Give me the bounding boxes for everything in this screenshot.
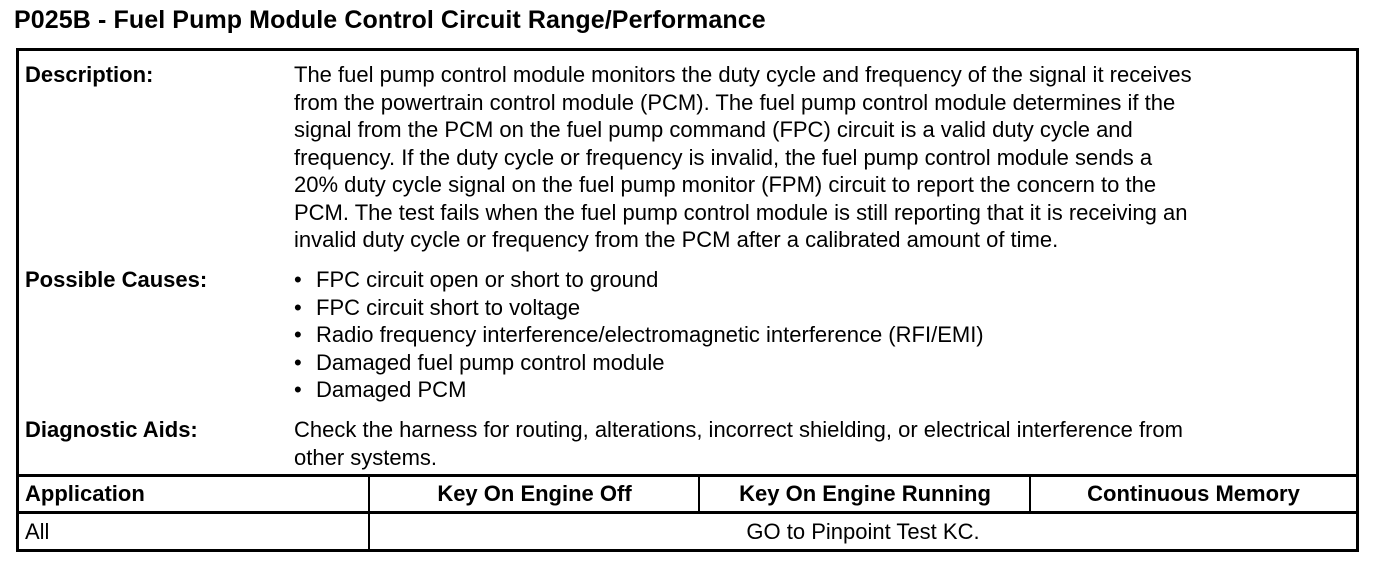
bullet-icon: • [294, 294, 302, 320]
bullet-icon: • [294, 349, 302, 375]
description-line: 20% duty cycle signal on the fuel pump monitor (FPM) circuit to report the concern to the [294, 172, 1157, 197]
cell-application: All [25, 518, 50, 544]
header-key-on-engine-running: Key On Engine Running [739, 481, 991, 506]
description-line: invalid duty cycle or frequency from the PCM after a calibrated amount of time. [294, 227, 1059, 252]
cause-item [294, 349, 1344, 377]
diagnostic-aids-label: Diagnostic Aids: [25, 417, 198, 442]
dtc-info-box [16, 48, 1359, 552]
description-text [294, 61, 1344, 254]
column-divider [368, 477, 370, 511]
table-row [19, 514, 1356, 549]
description-line: from the powertrain control module (PCM). The fuel pump control module determines if the [294, 89, 1176, 115]
bullet-icon: • [294, 322, 302, 347]
description-label: Description: [25, 62, 154, 87]
possible-causes-label: Possible Causes: [25, 267, 208, 292]
diagnostic-aids-line: Check the harness for routing, alterations, incorrect shielding, or electrical interference from [294, 417, 1183, 442]
diagnostic-aids-text [294, 416, 1344, 471]
table-header-row [19, 477, 1356, 514]
cause-item [294, 266, 1344, 294]
header-application: Application [25, 481, 145, 506]
cause-text: Radio frequency interference/electromagnetic interference (RFI/EMI) [316, 322, 984, 347]
possible-causes-list [294, 266, 1344, 404]
cause-text: Damaged fuel pump control module [316, 349, 665, 375]
bullet-icon: • [294, 267, 302, 292]
column-divider [698, 477, 700, 511]
header-key-on-engine-off: Key On Engine Off [437, 481, 632, 506]
column-divider [368, 514, 370, 549]
cause-text: FPC circuit open or short to ground [316, 267, 659, 292]
cause-text: FPC circuit short to voltage [316, 294, 581, 320]
header-continuous-memory: Continuous Memory [1087, 481, 1300, 506]
cause-text: Damaged PCM [316, 377, 467, 402]
cell-action: GO to Pinpoint Test KC. [746, 518, 980, 544]
application-table [19, 477, 1356, 549]
bullet-icon: • [294, 377, 302, 402]
description-line: The fuel pump control module monitors the duty cycle and frequency of the signal it receives [294, 62, 1192, 87]
description-line: PCM. The test fails when the fuel pump control module is still reporting that it is receiving an [294, 199, 1188, 225]
cause-item [294, 321, 1344, 349]
description-line: frequency. If the duty cycle or frequency is invalid, the fuel pump control module sends a [294, 144, 1153, 170]
diagnostic-aids-line: other systems. [294, 444, 438, 470]
info-section [19, 51, 1356, 477]
cause-item [294, 376, 1344, 404]
column-divider [1029, 477, 1031, 511]
page-title: P025B - Fuel Pump Module Control Circuit Range/Performance [14, 6, 766, 34]
cause-item [294, 294, 1344, 322]
description-line: signal from the PCM on the fuel pump command (FPC) circuit is a valid duty cycle and [294, 117, 1133, 142]
